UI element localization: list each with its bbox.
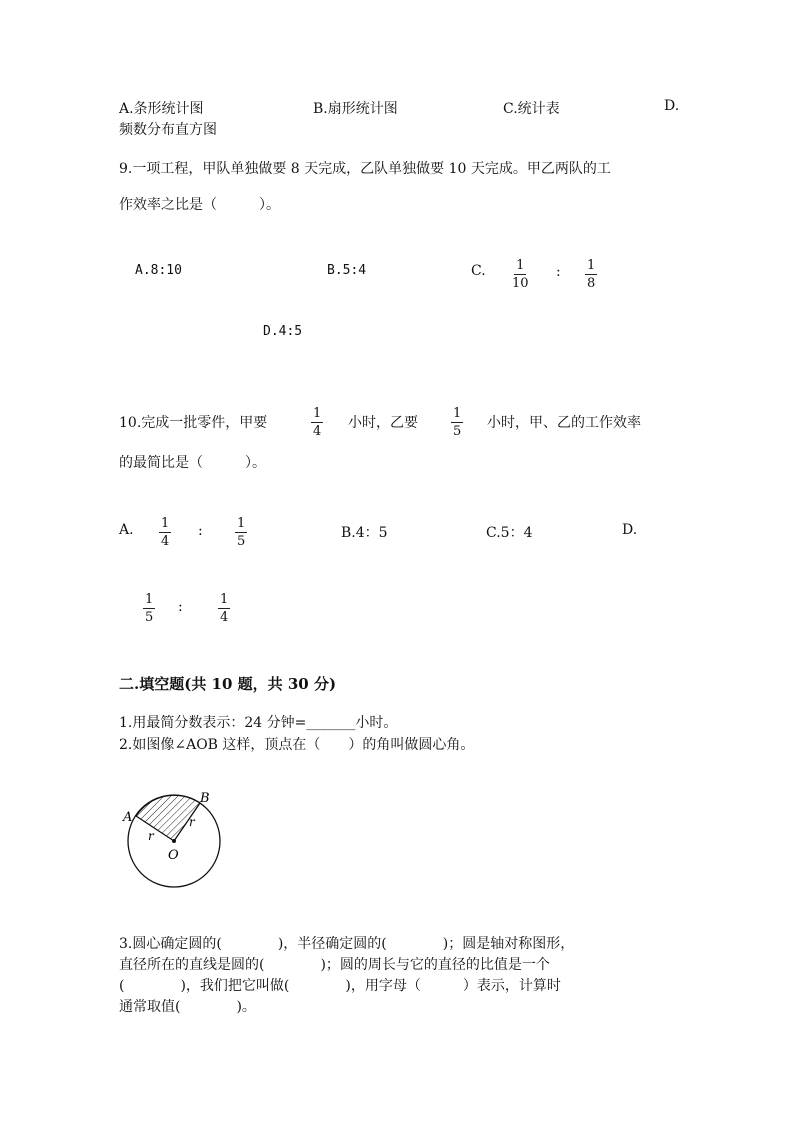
fill-question-3-line1: 3.圆心确定圆的( )，半径确定圆的( )；圆是轴对称图形， xyxy=(119,936,575,952)
q9-option-c-letter: C. xyxy=(471,263,486,279)
q10-option-d-letter: D. xyxy=(622,522,638,538)
q10-option-b: B.4：5 xyxy=(341,525,388,541)
denominator: 4 xyxy=(220,610,229,625)
q10-stem-part1: 10.完成一批零件，甲要 xyxy=(119,415,268,431)
fill-question-3-line2: 直径所在的直线是圆的( )；圆的周长与它的直径的比值是一个 xyxy=(119,957,550,973)
q10-option-d-fraction-2 xyxy=(218,592,230,625)
denominator: 4 xyxy=(161,534,170,549)
numerator: 1 xyxy=(145,592,154,607)
label-b: B xyxy=(200,791,210,806)
fill-question-1: 1.用最简分数表示：24 分钟=_______小时。 xyxy=(119,715,398,731)
q10-stem-part2: 小时，乙要 xyxy=(348,415,418,431)
q10-stem-fraction-2 xyxy=(451,406,463,439)
fill-question-3-line4: 通常取值( )。 xyxy=(119,999,256,1015)
q9-option-c-fraction-2 xyxy=(585,258,597,291)
q9-stem-line1: 9.一项工程，甲队单独做要 8 天完成，乙队单独做要 10 天完成。甲乙两队的工 xyxy=(119,161,611,177)
fill-question-2: 2.如图像∠AOB 这样，顶点在（ ）的角叫做圆心角。 xyxy=(119,737,475,753)
q10-option-a-fraction-1 xyxy=(159,516,171,549)
q10-option-a-fraction-2 xyxy=(235,516,247,549)
q9-option-b: B.5:4 xyxy=(327,263,367,278)
fill-question-3-line3: ( )，我们把它叫做( )，用字母（ ）表示，计算时 xyxy=(119,978,561,994)
denominator: 8 xyxy=(587,276,596,291)
section-2-title: 二.填空题(共 10 题，共 30 分) xyxy=(119,675,337,693)
q9-stem-line2: 作效率之比是（ ）。 xyxy=(119,197,280,213)
label-a: A xyxy=(123,810,133,825)
q10-option-d-fraction-1 xyxy=(143,592,155,625)
denominator: 5 xyxy=(145,610,154,625)
numerator: 1 xyxy=(220,592,229,607)
center-point xyxy=(172,839,176,843)
numerator: 1 xyxy=(587,258,596,273)
q10-option-a-colon: : xyxy=(198,523,203,539)
q10-option-d-colon: : xyxy=(178,599,183,615)
q9-option-c-colon: : xyxy=(556,264,561,280)
numerator: 1 xyxy=(313,406,322,421)
q10-option-a-letter: A. xyxy=(119,522,134,538)
label-o: O xyxy=(168,848,179,863)
numerator: 1 xyxy=(161,516,170,531)
q9-option-d: D.4:5 xyxy=(263,324,303,339)
q9-option-c-fraction-1 xyxy=(510,258,531,291)
numerator: 1 xyxy=(453,406,462,421)
numerator: 1 xyxy=(237,516,246,531)
denominator: 4 xyxy=(313,424,322,439)
numerator: 1 xyxy=(516,258,525,273)
q10-stem-fraction-1 xyxy=(311,406,323,439)
denominator: 10 xyxy=(512,276,529,291)
q8-option-b: B.扇形统计图 xyxy=(313,101,398,117)
q10-option-c: C.5：4 xyxy=(486,525,533,541)
denominator: 5 xyxy=(237,534,246,549)
q8-option-c: C.统计表 xyxy=(503,101,560,117)
q9-option-a: A.8:10 xyxy=(135,263,182,278)
denominator: 5 xyxy=(453,424,462,439)
label-r-left: r xyxy=(148,829,154,843)
central-angle-figure xyxy=(117,786,237,896)
q10-stem-line2: 的最简比是（ ）。 xyxy=(119,455,266,471)
q8-option-d-text: 频数分布直方图 xyxy=(119,122,217,138)
q8-option-a: A.条形统计图 xyxy=(119,101,204,117)
q8-option-d-letter: D. xyxy=(664,98,680,114)
q10-stem-part3: 小时，甲、乙的工作效率 xyxy=(487,415,641,431)
label-r-right: r xyxy=(189,815,195,829)
